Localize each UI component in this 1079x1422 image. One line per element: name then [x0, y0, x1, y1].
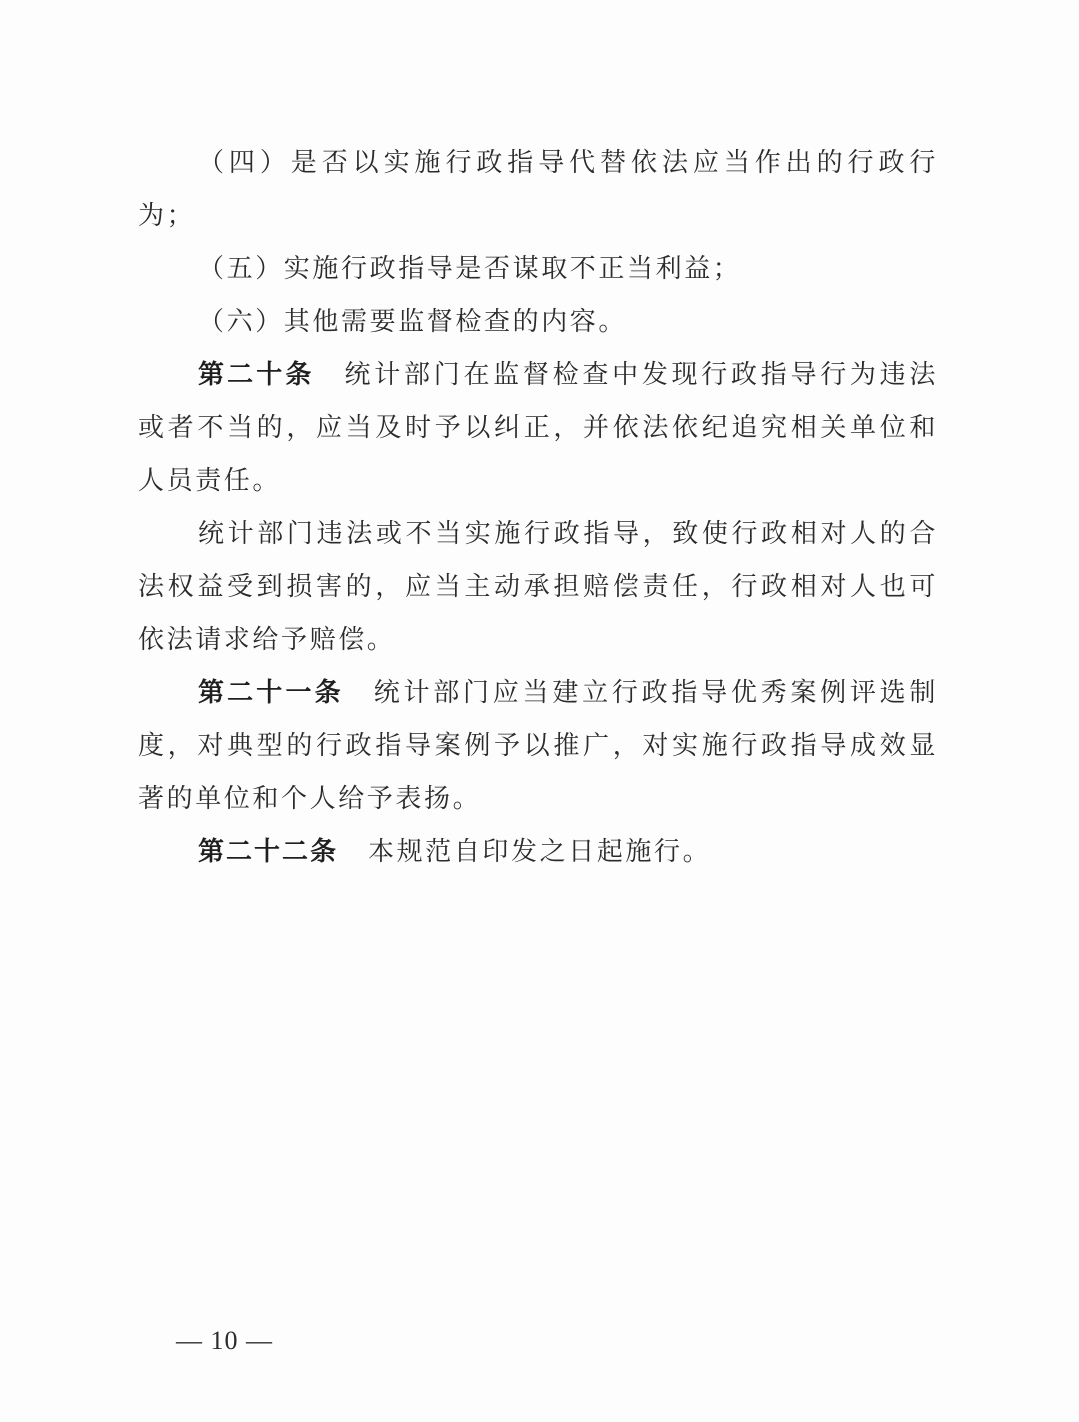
article-twenty-two	[138, 826, 938, 879]
article-twenty-number: 第二十条	[198, 360, 315, 390]
clause-five-text: （五）实施行政指导是否谋取不正当利益；	[198, 254, 742, 284]
clause-five	[138, 243, 938, 296]
clause-four-text: （四）是否以实施行政指导代替依法应当作出的行政行为；	[138, 148, 938, 231]
article-twenty-paragraph-two-text: 统计部门违法或不当实施行政指导，致使行政相对人的合法权益受到损害的，应当主动承担赔偿责任，行政相对人也可依法请求给予赔偿。	[138, 519, 938, 655]
article-twenty-text: 统计部门在监督检查中发现行政指导行为违法或者不当的，应当及时予以纠正，并依法依纪追究相关单位和人员责任。	[138, 360, 938, 496]
article-twenty	[138, 349, 938, 508]
article-twenty-one-text: 统计部门应当建立行政指导优秀案例评选制度，对典型的行政指导案例予以推广，对实施行政指导成效显著的单位和个人给予表扬。	[138, 678, 938, 814]
page-number: — 10 —	[176, 1326, 273, 1355]
article-twenty-paragraph-two	[138, 508, 938, 667]
article-twenty-two-text: 本规范自印发之日起施行。	[368, 837, 712, 867]
article-twenty-two-number: 第二十二条	[198, 837, 339, 867]
document-body	[138, 137, 938, 879]
article-twenty-one	[138, 667, 938, 826]
clause-six-text: （六）其他需要监督检查的内容。	[198, 307, 628, 337]
clause-four	[138, 137, 938, 243]
article-twenty-one-number: 第二十一条	[198, 678, 344, 708]
clause-six	[138, 296, 938, 349]
